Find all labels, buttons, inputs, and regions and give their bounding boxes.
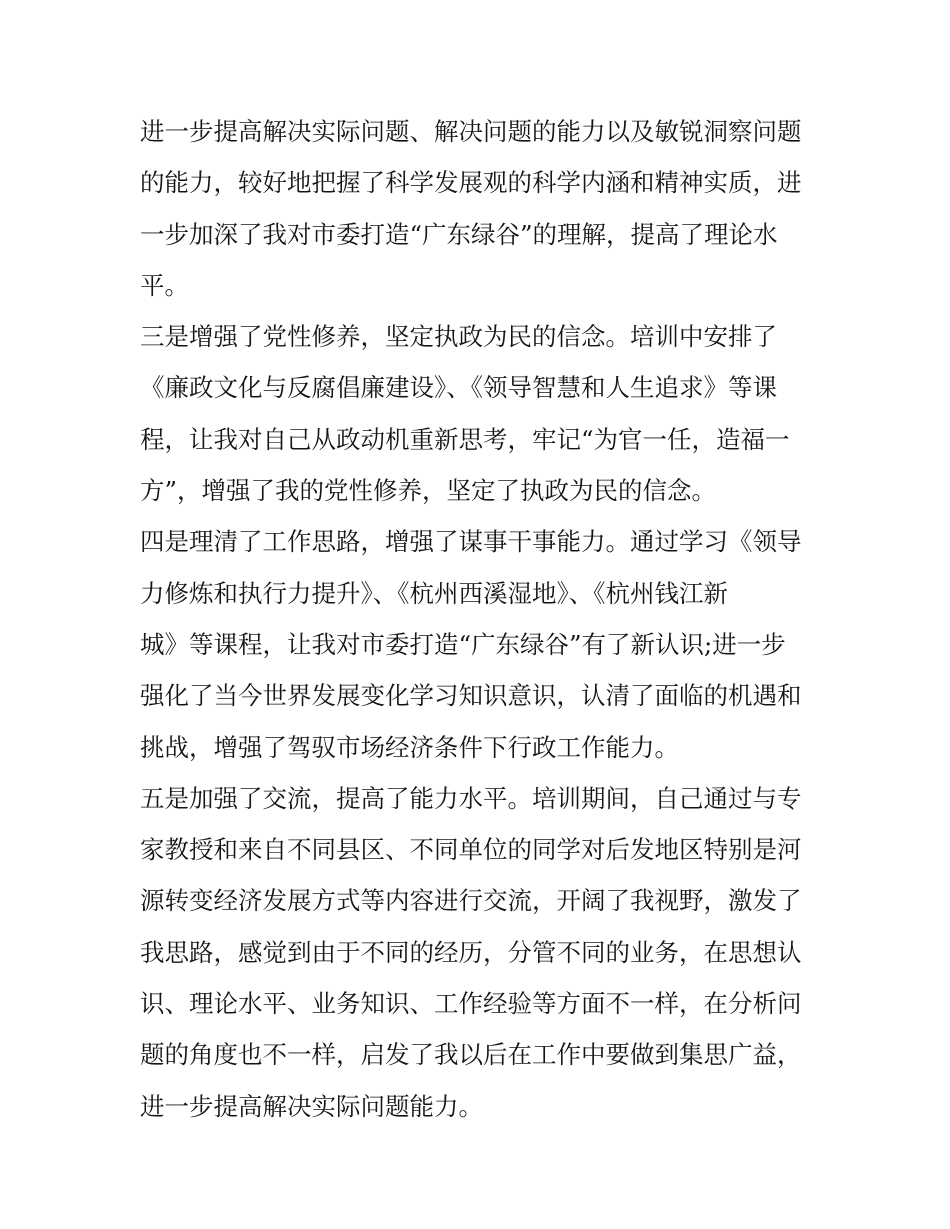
text-line-1: 进一步提高解决实际问题、解决问题的能力以及敏锐洞察问题 [140, 117, 802, 146]
text-line-7: 程，让我对自己从政动机重新思考，牢记“为官一任，造福一 [140, 424, 790, 454]
text-line-3: 一步加深了我对市委打造“广东绿谷”的理解，提高了理论水 [140, 219, 778, 249]
text-line-10: 力修炼和执行力提升》、《杭州西溪湿地》、《杭州钱江新 [140, 578, 728, 608]
text-line-13: 挑战，增强了驾驭市场经济条件下行政工作能力。 [140, 732, 679, 762]
text-line-5: 三是增强了党性修养，坚定执政为民的信念。培训中安排了 [140, 322, 777, 352]
text-line-19: 题的角度也不一样，启发了我以后在工作中要做到集思广益， [140, 1040, 802, 1070]
text-line-14: 五是加强了交流，提高了能力水平。培训期间，自己通过与专 [140, 783, 802, 813]
text-line-6: 《廉政文化与反腐倡廉建设》、《领导智慧和人生追求》等课 [140, 373, 777, 403]
text-line-17: 我思路，感觉到由于不同的经历，分管不同的业务，在思想认 [140, 937, 802, 967]
document-body [140, 106, 820, 1132]
text-line-12: 强化了当今世界发展变化学习知识意识，认清了面临的机遇和 [140, 681, 802, 711]
text-line-8: 方”，增强了我的党性修养，坚定了执政为民的信念。 [140, 476, 717, 506]
text-line-11: 城》等课程，让我对市委打造“广东绿谷”有了新认识;进一步 [140, 629, 786, 659]
text-line-16: 源转变经济发展方式等内容进行交流，开阔了我视野，激发了 [140, 886, 802, 916]
text-line-4: 平。 [140, 270, 189, 300]
text-line-9: 四是理清了工作思路，增强了谋事干事能力。通过学习《领导 [140, 527, 802, 557]
text-line-2: 的能力，较好地把握了科学发展观的科学内涵和精神实质，进 [140, 168, 802, 198]
text-line-20: 进一步提高解决实际问题能力。 [140, 1091, 483, 1121]
text-line-18: 识、理论水平、业务知识、工作经验等方面不一样，在分析问 [140, 989, 802, 1019]
text-line-15: 家教授和来自不同县区、不同单位的同学对后发地区特别是河 [140, 835, 802, 865]
